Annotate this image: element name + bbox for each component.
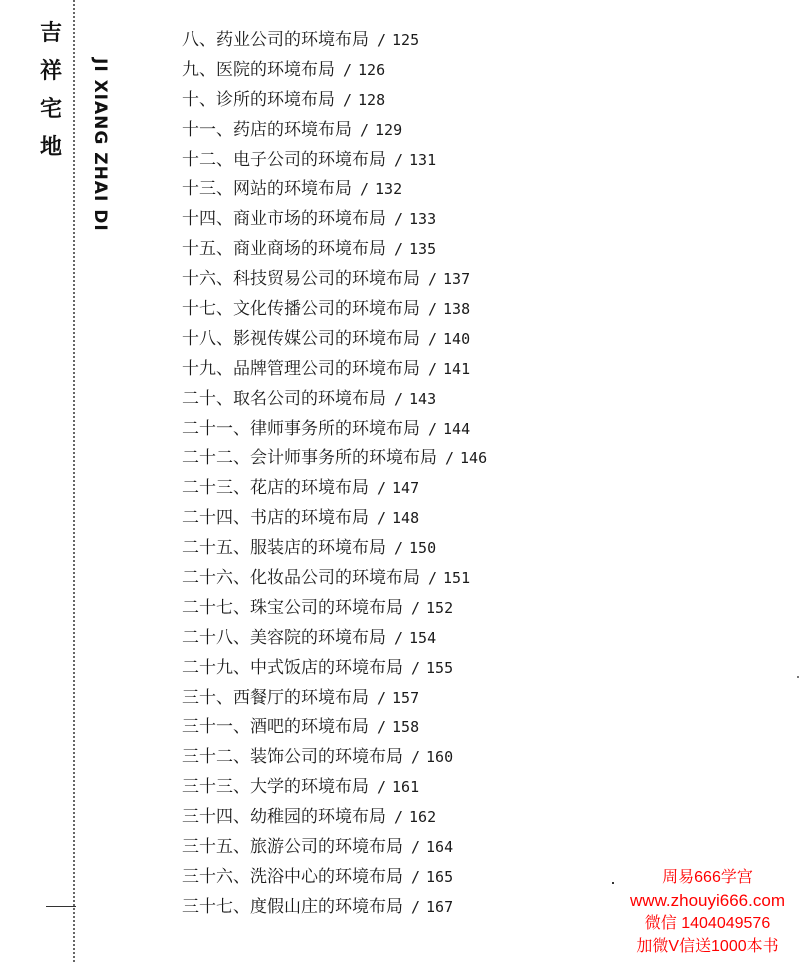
- toc-entry: [182, 175, 487, 205]
- toc-separator: /: [360, 120, 370, 139]
- toc-entry-title: 二十九、中式饭店的环境布局: [182, 657, 403, 678]
- toc-entry-title: 二十七、珠宝公司的环境布局: [182, 597, 403, 618]
- toc-entry-title: 十二、电子公司的环境布局: [182, 149, 386, 170]
- toc-entry-title: 十、诊所的环境布局: [182, 89, 335, 110]
- toc-separator: /: [394, 210, 404, 229]
- toc-entry: [182, 803, 487, 833]
- toc-page-number: 128: [358, 90, 386, 109]
- toc-entry-title: 十一、药店的环境布局: [182, 119, 352, 140]
- toc-entry: [182, 624, 487, 654]
- toc-entry-title: 二十三、花店的环境布局: [182, 478, 369, 499]
- toc-page-number: 157: [392, 688, 420, 707]
- toc-entry-title: 三十六、洗浴中心的环境布局: [182, 866, 403, 887]
- toc-entry: [182, 713, 487, 743]
- toc-separator: /: [445, 449, 455, 468]
- toc-entry-title: 三十五、旅游公司的环境布局: [182, 837, 403, 858]
- toc-page-number: 141: [443, 359, 471, 378]
- toc-page-number: 129: [375, 120, 403, 139]
- toc-separator: /: [377, 31, 387, 49]
- toc-page-number: 126: [358, 60, 386, 79]
- toc-entry: [182, 325, 487, 355]
- toc-page-number: 138: [443, 300, 471, 319]
- toc-entry-title: 二十、取名公司的环境布局: [182, 388, 386, 409]
- toc-separator: /: [394, 240, 404, 259]
- toc-separator: /: [428, 300, 438, 319]
- toc-separator: /: [377, 509, 387, 528]
- toc-entry: [182, 833, 487, 863]
- toc-page-number: 148: [392, 509, 420, 528]
- toc-entry: [182, 504, 487, 534]
- toc-separator: /: [360, 180, 370, 199]
- toc-page-number: 161: [392, 778, 420, 797]
- toc-page-number: 151: [443, 569, 471, 588]
- running-head-char: 祥: [39, 58, 62, 84]
- toc-separator: /: [411, 658, 421, 677]
- toc-page-number: 147: [392, 479, 420, 498]
- toc-entry-title: 二十五、服装店的环境布局: [182, 538, 386, 559]
- toc-separator: /: [394, 150, 404, 169]
- toc-entry: [182, 295, 487, 325]
- toc-separator: /: [394, 389, 404, 408]
- toc-entry: [182, 235, 487, 265]
- toc-entry-title: 二十六、化妆品公司的环境布局: [182, 568, 420, 589]
- toc-separator: /: [377, 778, 387, 797]
- toc-entry: [182, 355, 487, 385]
- toc-entry: [182, 474, 487, 504]
- toc-entry: [182, 743, 487, 773]
- toc-entry-title: 十六、科技贸易公司的环境布局: [182, 269, 420, 290]
- toc-separator: /: [394, 539, 404, 558]
- toc-entry: [182, 594, 487, 624]
- toc-separator: /: [411, 598, 421, 617]
- toc-entry-title: 十四、商业市场的环境布局: [182, 209, 386, 230]
- watermark: [605, 866, 810, 958]
- toc-separator: /: [428, 329, 438, 348]
- toc-entry: [182, 564, 487, 594]
- running-head-char: 宅: [39, 96, 62, 122]
- toc-entry: [182, 116, 487, 146]
- toc-separator: /: [411, 867, 421, 886]
- toc-entry-title: 三十四、幼稚园的环境布局: [182, 807, 386, 828]
- toc-separator: /: [428, 569, 438, 588]
- toc-entry-title: 二十一、律师事务所的环境布局: [182, 418, 420, 439]
- toc-separator: /: [343, 60, 353, 79]
- toc-entry: [182, 893, 487, 923]
- toc-page-number: 135: [409, 240, 437, 259]
- margin-tick-mark: [46, 906, 76, 907]
- toc-separator: /: [377, 718, 387, 737]
- toc-page-number: 165: [426, 867, 454, 886]
- toc-entry: [182, 684, 487, 714]
- toc-separator: /: [377, 479, 387, 498]
- toc-page-number: 146: [460, 449, 488, 468]
- toc-entry-title: 三十、西餐厅的环境布局: [182, 687, 369, 708]
- toc-entry-title: 二十八、美容院的环境布局: [182, 627, 386, 648]
- scan-speck: [797, 676, 799, 678]
- watermark-line: 加微V信送1000本书: [636, 938, 779, 955]
- toc-page-number: 155: [426, 658, 454, 677]
- toc-separator: /: [377, 688, 387, 707]
- toc-entry: [182, 26, 487, 56]
- toc-entry: [182, 444, 487, 474]
- toc-entry-title: 八、药业公司的环境布局: [182, 30, 369, 50]
- running-head-char: 吉: [39, 20, 62, 46]
- toc-separator: /: [428, 270, 438, 289]
- toc-separator: /: [394, 628, 404, 647]
- toc-entry: [182, 534, 487, 564]
- toc-page-number: 150: [409, 539, 437, 558]
- toc-entry-title: 三十三、大学的环境布局: [182, 777, 369, 798]
- running-head-title: [36, 14, 66, 166]
- toc-separator: /: [411, 897, 421, 916]
- toc-page-number: 132: [375, 180, 403, 199]
- toc-entry-title: 九、医院的环境布局: [182, 59, 335, 80]
- toc-page-number: 164: [426, 838, 454, 857]
- toc-entry-title: 二十四、书店的环境布局: [182, 508, 369, 529]
- toc-entry: [182, 265, 487, 295]
- toc-entry-title: 三十一、酒吧的环境布局: [182, 717, 369, 738]
- toc-entry-title: 十五、商业商场的环境布局: [182, 239, 386, 260]
- toc-page-number: 137: [443, 270, 471, 289]
- toc-separator: /: [411, 838, 421, 857]
- toc-entry-title: 三十二、装饰公司的环境布局: [182, 747, 403, 768]
- toc-entry-title: 十三、网站的环境布局: [182, 179, 352, 200]
- toc-entry: [182, 146, 487, 176]
- toc-page-number: 158: [392, 718, 420, 737]
- toc-entry: [182, 86, 487, 116]
- watermark-line: 微信 1404049576: [644, 915, 771, 932]
- toc-entry: [182, 205, 487, 235]
- toc-entry-title: 十九、品牌管理公司的环境布局: [182, 358, 420, 379]
- toc-separator: /: [428, 419, 438, 438]
- toc-page-number: 144: [443, 419, 471, 438]
- watermark-url: www.zhouyi666.com: [630, 891, 785, 910]
- toc-entry-title: 十八、影视传媒公司的环境布局: [182, 328, 420, 349]
- toc-separator: /: [343, 90, 353, 109]
- toc-separator: /: [411, 748, 421, 767]
- toc-entry: [182, 385, 487, 415]
- toc-page-number: 152: [426, 598, 454, 617]
- running-head-char: 地: [39, 134, 62, 160]
- spine-pinyin-title: JI XIANG ZHAI DI: [90, 58, 110, 232]
- toc-page-number: 133: [409, 210, 437, 229]
- toc-page-number: 160: [426, 748, 454, 767]
- toc-entry-title: 十七、文化传播公司的环境布局: [182, 299, 420, 320]
- toc-page-number: 143: [409, 389, 437, 408]
- toc-separator: /: [428, 359, 438, 378]
- toc-page-number: 162: [409, 808, 437, 827]
- toc-entry-title: 二十二、会计师事务所的环境布局: [182, 448, 437, 469]
- toc-entry: [182, 654, 487, 684]
- toc-page-number: 125: [392, 31, 420, 49]
- toc-separator: /: [394, 808, 404, 827]
- table-of-contents: [182, 26, 487, 923]
- toc-page-number: 167: [426, 897, 454, 916]
- toc-page-number: 140: [443, 329, 471, 348]
- toc-page-number: 131: [409, 150, 437, 169]
- dotted-margin-line: [73, 0, 75, 962]
- toc-entry: [182, 56, 487, 86]
- watermark-line: 周易666学宫: [662, 869, 753, 886]
- toc-entry: [182, 773, 487, 803]
- toc-entry: [182, 415, 487, 445]
- toc-entry-title: 三十七、度假山庄的环境布局: [182, 896, 403, 917]
- toc-entry: [182, 863, 487, 893]
- toc-page-number: 154: [409, 628, 437, 647]
